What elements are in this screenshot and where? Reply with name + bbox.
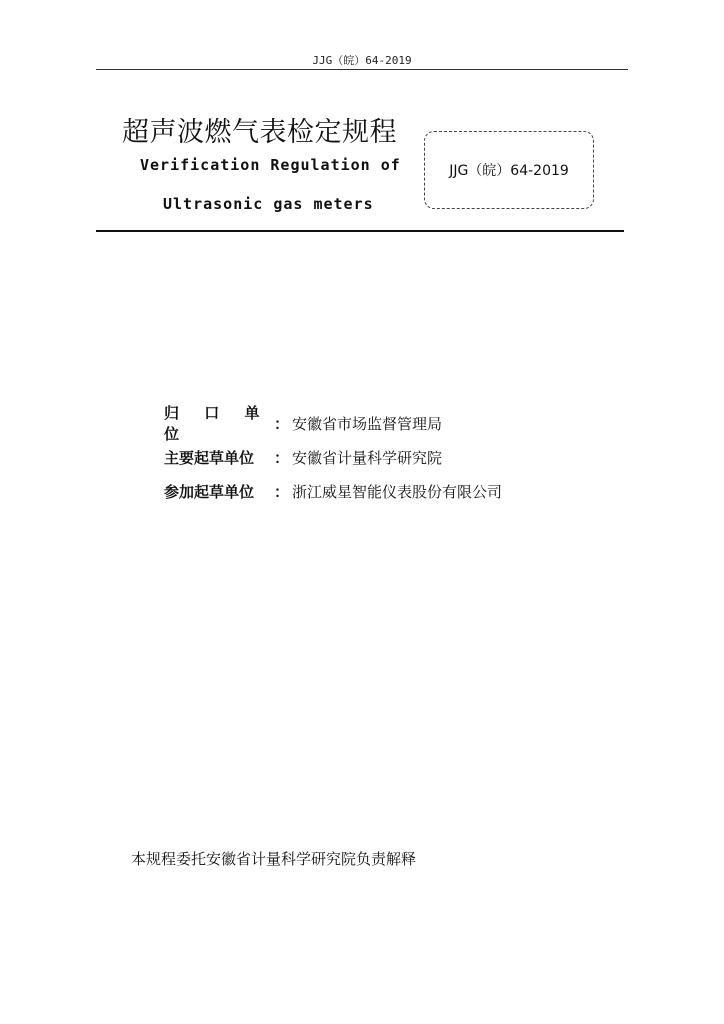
standard-code: JJG（皖）64-2019 xyxy=(449,163,569,179)
unit-colon: ： xyxy=(274,448,290,467)
unit-label: 主要起草单位 xyxy=(164,448,255,467)
document-title-chinese: 超声波燃气表检定规程 xyxy=(122,117,397,148)
interpretation-note: 本规程委托安徽省计量科学研究院负责解释 xyxy=(131,850,417,868)
header-divider xyxy=(96,69,628,70)
unit-label: 参加起草单位 xyxy=(164,482,255,501)
header-standard-code: JJG（皖）64-2019 xyxy=(312,54,412,67)
unit-row-participating-drafter xyxy=(164,479,502,503)
document-title-english-line2: Ultrasonic gas meters xyxy=(163,195,374,213)
unit-value: 安徽省计量科学研究院 xyxy=(292,448,443,467)
unit-label: 归 口 单 位 xyxy=(164,404,270,443)
unit-value: 安徽省市场监督管理局 xyxy=(292,414,443,433)
unit-row-main-drafter xyxy=(164,445,442,469)
unit-colon: ： xyxy=(274,482,290,501)
title-divider xyxy=(96,230,624,232)
unit-colon: ： xyxy=(274,414,290,433)
unit-row-responsible xyxy=(164,404,443,443)
unit-value: 浙江威星智能仪表股份有限公司 xyxy=(292,482,503,501)
document-title-english-line1: Verification Regulation of xyxy=(140,156,401,174)
standard-code-box xyxy=(424,131,594,209)
